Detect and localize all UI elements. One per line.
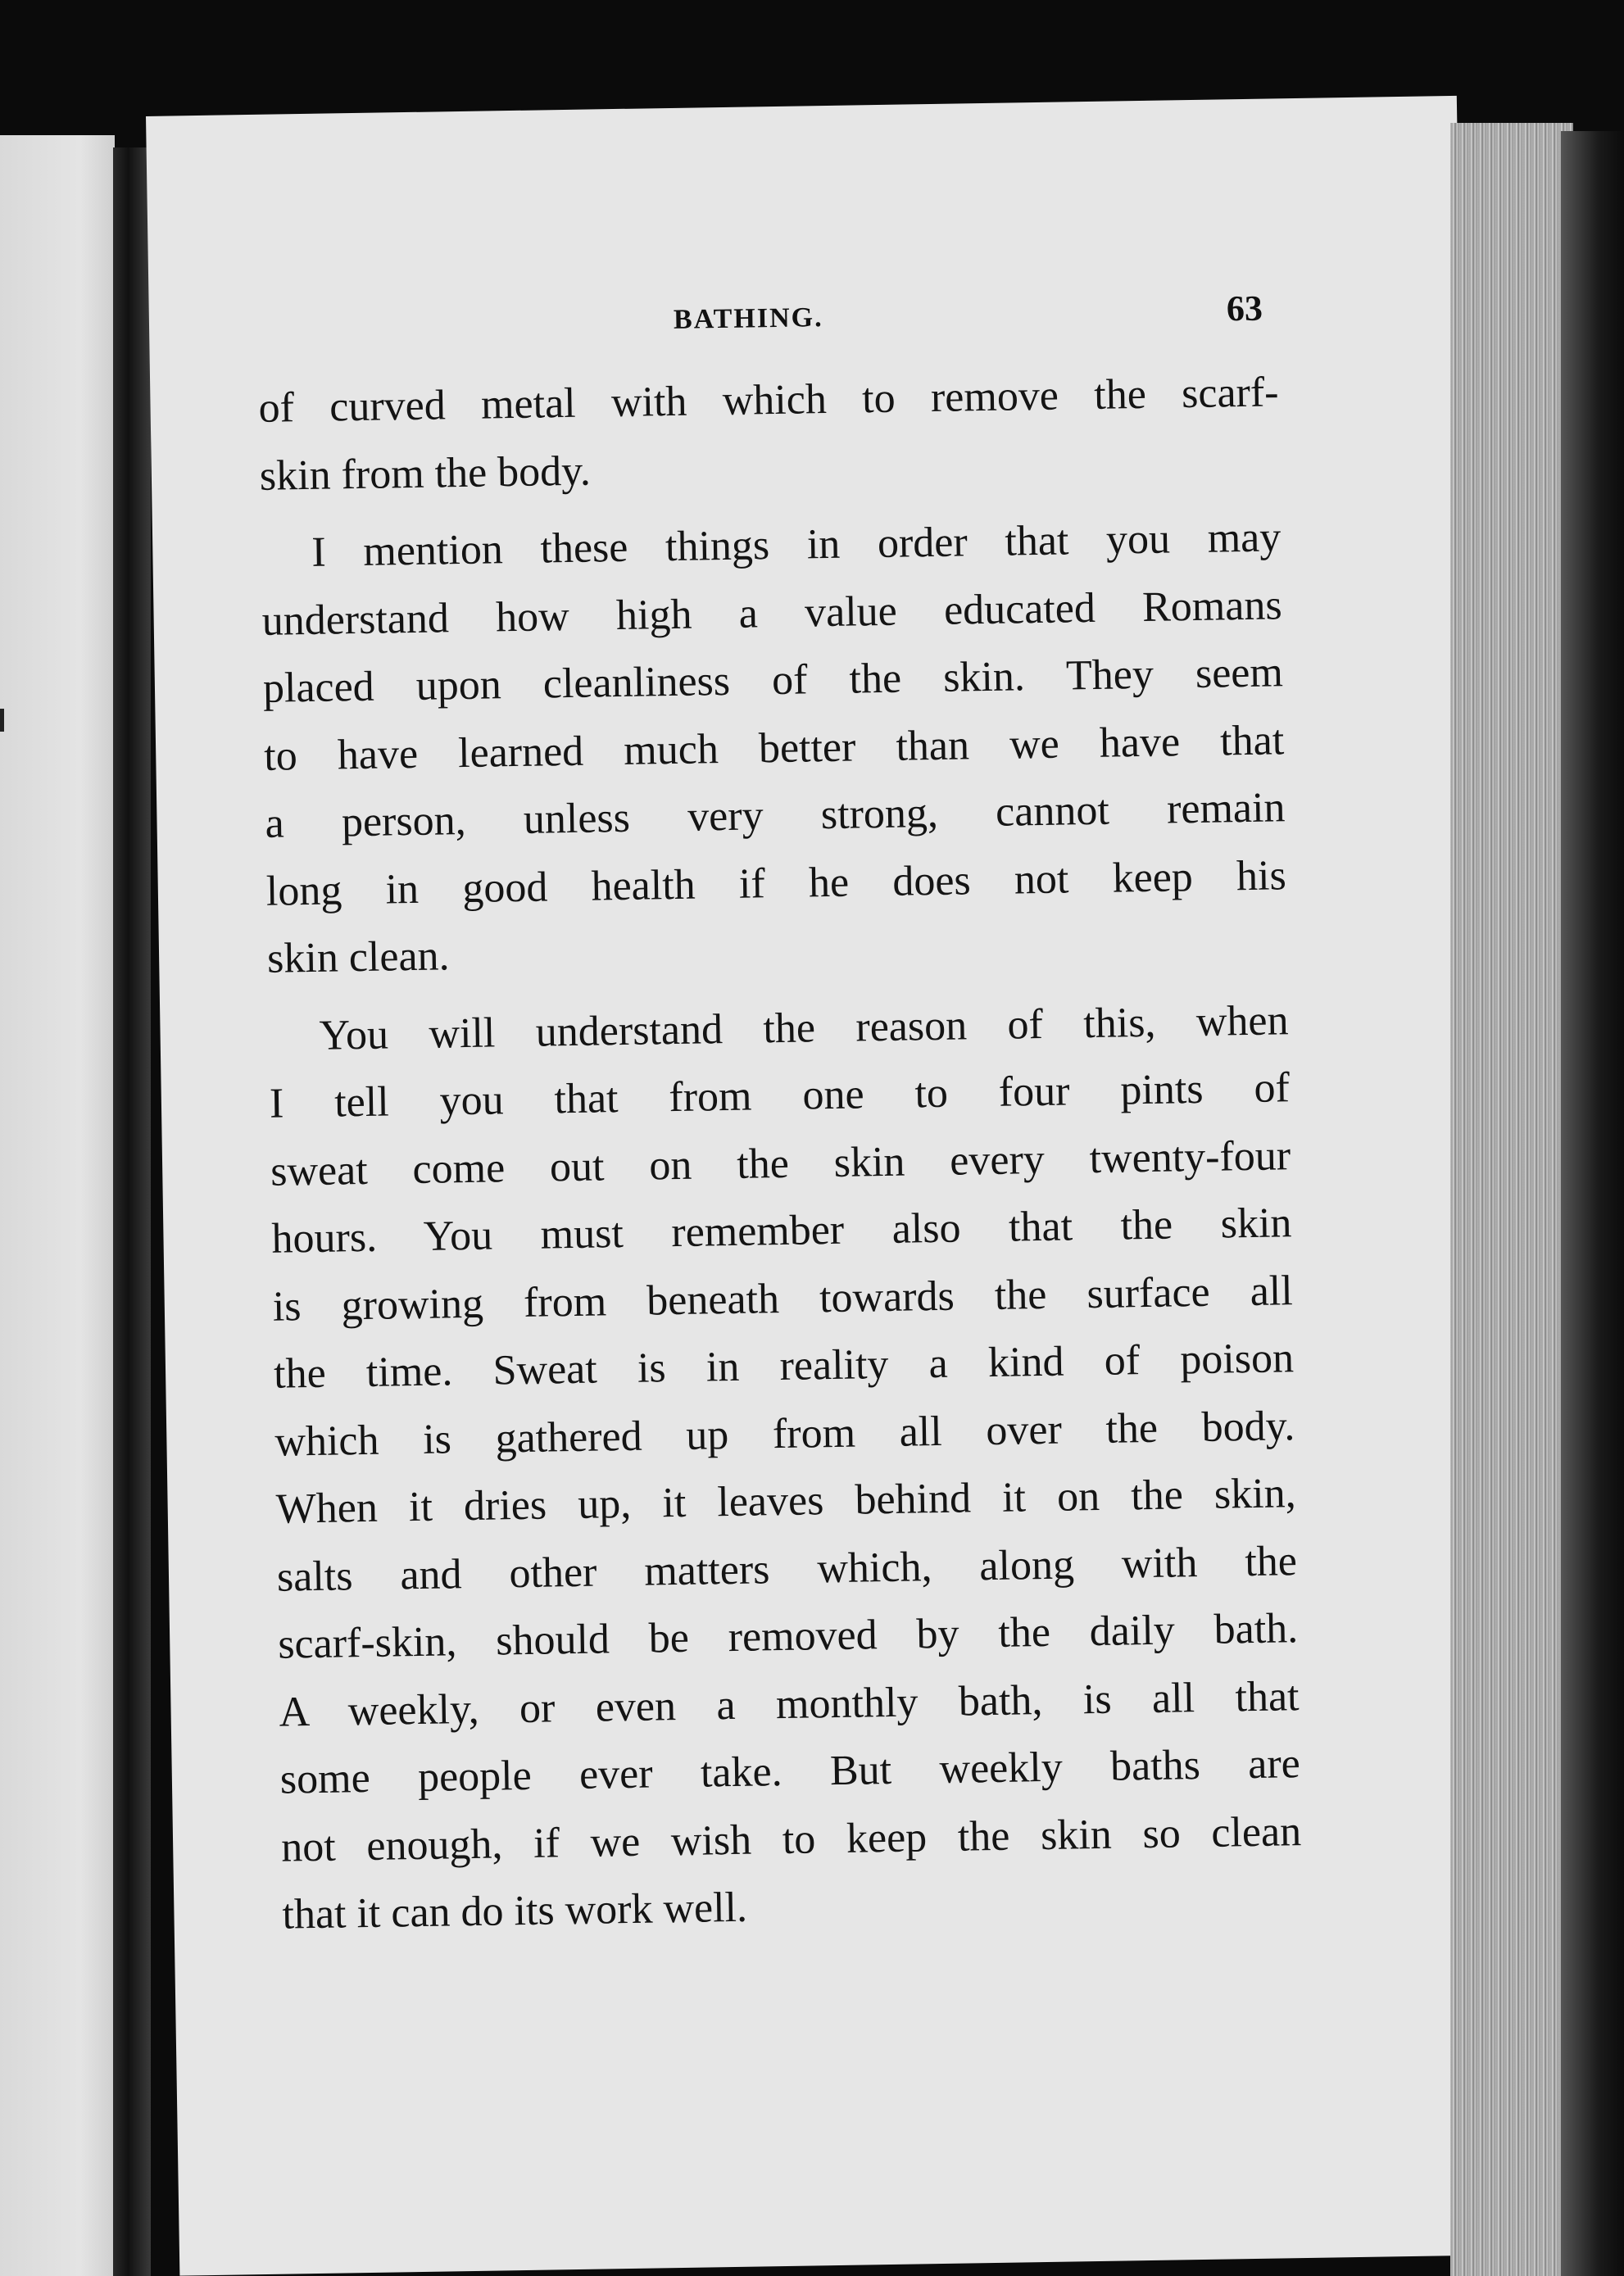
text-line: skin from the body. [259,447,592,500]
book-gutter [113,147,151,2276]
running-head [149,284,1461,354]
previous-page-edge [0,135,115,2276]
paragraph [258,359,1280,510]
text-line: the time. Sweat is in reality a kind of poison [273,1335,1295,1398]
running-head-title: BATHING. [673,302,823,335]
text-line: When it dries up, it leaves behind it on the skin, [275,1470,1297,1533]
text-line: some people ever take. But weekly baths are [279,1740,1301,1803]
text-line: You will understand the reason of this, when [319,996,1289,1059]
text-line: not enough, if we wish to keep the skin so clean [280,1807,1302,1871]
text-line: of curved metal with which to remove the scarf- [258,369,1279,432]
text-line: scarf-skin, should be removed by the daily bath. [277,1605,1299,1668]
paragraph [261,504,1288,993]
text-line: a person, unless very strong, cannot remain [265,784,1286,847]
page-fore-edges [1450,123,1573,2276]
text-line: A weekly, or even a monthly bath, is all that [279,1672,1300,1736]
text-line: skin clean. [266,932,450,982]
body-text [258,359,1303,1949]
text-line: which is gathered up from all over the body. [274,1402,1295,1466]
text-line: is growing from beneath towards the surface all [272,1267,1294,1331]
page-number: 63 [1226,288,1263,329]
text-line: hours. You must remember also that the skin [271,1199,1292,1263]
text-line: long in good health if he does not keep his [265,851,1287,915]
text-line: sweat come out on the skin every twenty-four [270,1131,1291,1195]
text-line: salts and other matters which, along with the [276,1537,1298,1601]
text-line: I tell you that from one to four pints of [269,1064,1291,1127]
text-line: understand how high a value educated Romans [261,581,1282,645]
margin-mark [0,709,4,732]
text-line: that it can do its work well. [282,1884,748,1938]
paragraph [268,987,1303,1949]
cover-shadow [1561,131,1624,2276]
book-page [146,96,1490,2276]
text-line: to have learned much better than we have that [263,716,1285,780]
text-line: I mention these things in order that you may [311,514,1282,576]
text-line: placed upon cleanliness of the skin. They seem [262,649,1284,712]
